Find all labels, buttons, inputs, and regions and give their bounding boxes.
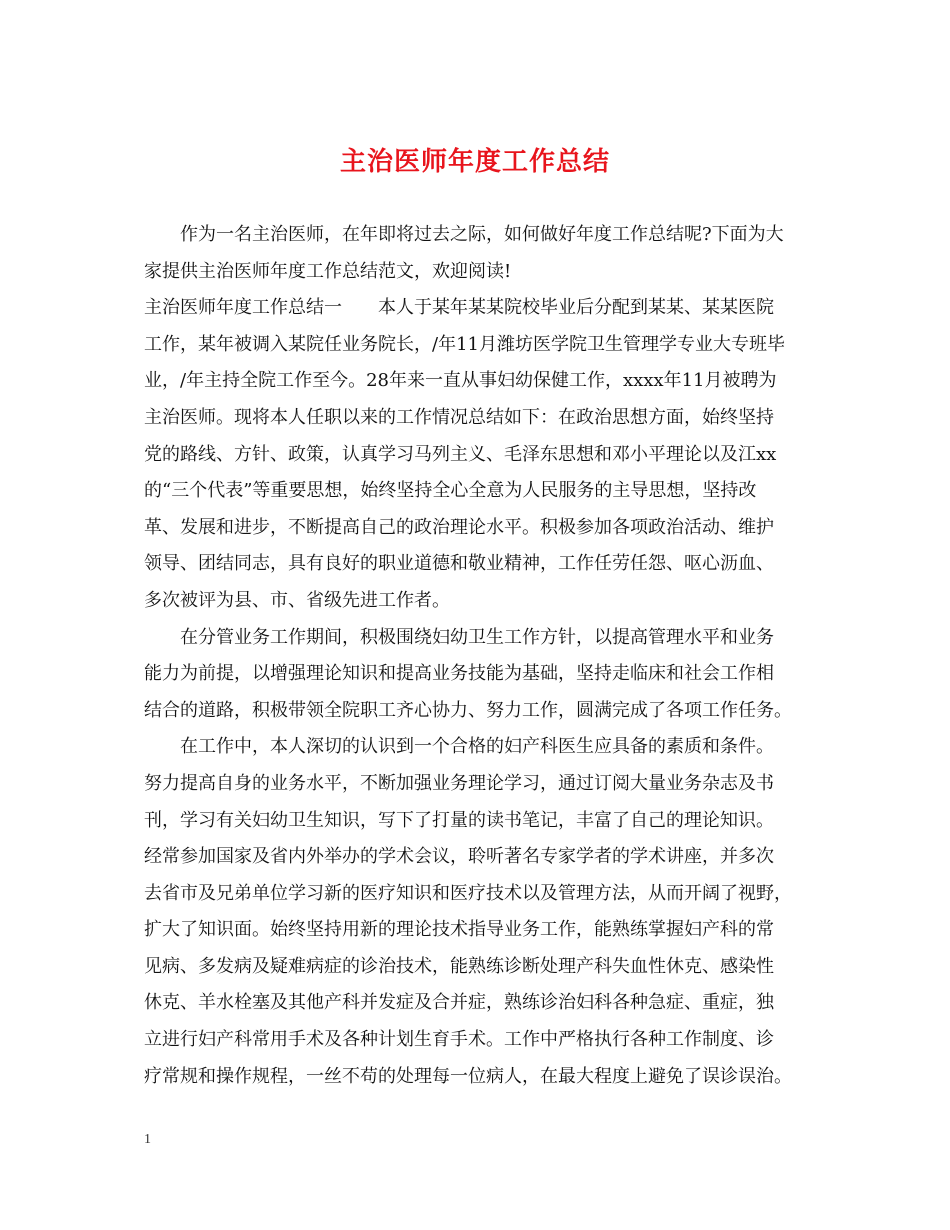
- text-line: 休克、羊水栓塞及其他产科并发症及合并症，熟练诊治妇科各种急症、重症，独: [144, 992, 774, 1014]
- text-line: 主治医师年度工作总结一 本人于某年某某院校毕业后分配到某某、某某医院: [144, 297, 774, 319]
- text-line: 领导、团结同志，具有良好的职业道德和敬业精神，工作任劳任怨、呕心沥血、: [144, 553, 774, 575]
- text-line: 党的路线、方针、政策，认真学习马列主义、毛泽东思想和邓小平理论以及江xx: [144, 443, 777, 465]
- text-line: 在分管业务工作期间，积极围绕妇幼卫生工作方针，以提高管理水平和业务: [180, 626, 774, 648]
- document-body: [144, 217, 810, 1095]
- text-line: 立进行妇产科常用手术及各种计划生育手术。工作中严格执行各种工作制度、诊: [144, 1029, 774, 1051]
- text-line: 作为一名主治医师，在年即将过去之际，如何做好年度工作总结呢?下面为大: [180, 224, 784, 245]
- page-number: 1: [144, 1132, 151, 1147]
- document-title: 主治医师年度工作总结: [339, 147, 610, 177]
- text-line: 刊，学习有关妇幼卫生知识，写下了打量的读书笔记，丰富了自己的理论知识。: [144, 809, 774, 831]
- text-line: 多次被评为县、市、省级先进工作者。: [144, 589, 450, 611]
- text-line: 扩大了知识面。始终坚持用新的理论技术指导业务工作，能熟练掌握妇产科的常: [144, 919, 774, 941]
- text-line: 业，/年主持全院工作至今。28年来一直从事妇幼保健工作，xxxx年11月被聘为: [144, 370, 777, 392]
- text-line: 主治医师。现将本人任职以来的工作情况总结如下：在政治思想方面，始终坚持: [144, 406, 774, 428]
- text-line: 疗常规和操作规程，一丝不苟的处理每一位病人，在最大程度上避免了误诊误治。: [144, 1065, 792, 1087]
- text-line: 经常参加国家及省内外举办的学术会议，聆听著名专家学者的学术讲座，并多次: [144, 846, 774, 868]
- text-line: 结合的道路，积极带领全院职工齐心协力、努力工作，圆满完成了各项工作任务。: [144, 699, 792, 721]
- text-line: 革、发展和进步，不断提高自己的政治理论水平。积极参加各项政治活动、维护: [144, 516, 774, 538]
- text-line: 家提供主治医师年度工作总结范文，欢迎阅读!: [144, 260, 512, 282]
- text-line: 的“三个代表”等重要思想，始终坚持全心全意为人民服务的主导思想，坚持改: [144, 480, 757, 502]
- text-line: 工作，某年被调入某院任业务院长，/年11月潍坊医学院卫生管理学专业大专班毕: [144, 333, 785, 355]
- text-line: 在工作中，本人深切的认识到一个合格的妇产科医生应具备的素质和条件。: [180, 736, 774, 758]
- text-line: 能力为前提，以增强理论知识和提高业务技能为基础，坚持走临床和社会工作相: [144, 663, 774, 685]
- text-line: 努力提高自身的业务水平，不断加强业务理论学习，通过订阅大量业务杂志及书: [144, 772, 774, 794]
- text-line: 去省市及兄弟单位学习新的医疗知识和医疗技术以及管理方法，从而开阔了视野，: [144, 882, 792, 904]
- text-line: 见病、多发病及疑难病症的诊治技术，能熟练诊断处理产科失血性休克、感染性: [144, 955, 774, 977]
